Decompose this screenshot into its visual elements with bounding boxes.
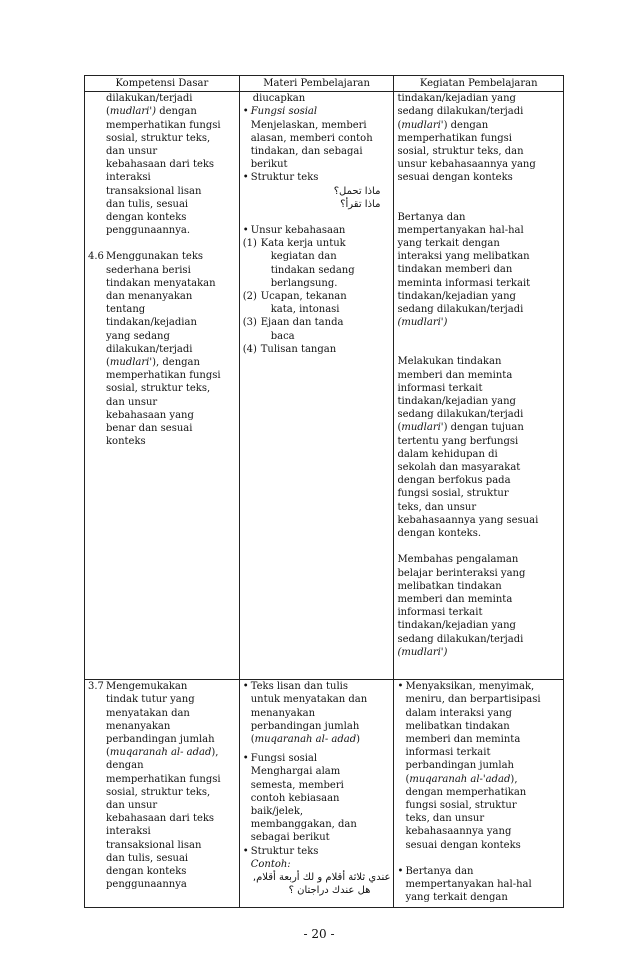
- kegiatan-cell: [394, 680, 564, 908]
- text-line: Unsur kebahasaan: [250, 225, 346, 237]
- spacer: [397, 185, 560, 211]
- text-line: fungsi sosial, struktur: [405, 800, 517, 812]
- text-line: perbandingan jumlah: [106, 734, 215, 746]
- arabic-example: ماذا تحمل؟: [333, 185, 381, 197]
- text-line: benar dan sesuai: [106, 423, 193, 435]
- text-line: transaksional lisan: [106, 839, 202, 851]
- table-header-row: [85, 76, 564, 92]
- text-line: Ejaan dan tanda: [260, 317, 344, 329]
- text-line: dan unsur: [106, 146, 158, 158]
- materi-cell: [239, 680, 394, 908]
- text-line: (muqaranah al- adad): [250, 734, 361, 746]
- kd-4-6-text: [106, 250, 221, 448]
- text-line: (mudlari'), dengan: [106, 357, 200, 369]
- bullet-teks-lisan: [243, 680, 391, 746]
- text-line: Ucapan, tekanan: [260, 291, 347, 303]
- text-line: penggunaannya: [106, 879, 187, 891]
- kd-3-7-text: [106, 680, 221, 891]
- text-line: tindak tutur yang: [106, 694, 195, 706]
- text-line: dengan konteks.: [397, 528, 482, 540]
- text-line: dalam kehidupan di: [397, 448, 498, 460]
- bullet-icon: •: [242, 753, 249, 765]
- text-line: Melakukan tindakan: [397, 356, 502, 368]
- kd-number: 3.7: [88, 681, 104, 693]
- bullet-icon: •: [397, 681, 404, 693]
- text-line: menyatakan dan: [106, 707, 190, 719]
- text-line: tentang: [106, 304, 146, 316]
- text-line: informasi terkait: [397, 607, 483, 619]
- text-line: Kata kerja untuk: [260, 238, 346, 250]
- kegiatan-paragraph: [397, 92, 560, 184]
- header-kompetensi-dasar: Kompetensi Dasar: [85, 76, 240, 92]
- text-line: tindakan/kejadian yang: [397, 396, 516, 408]
- text-line: Membahas pengalaman: [397, 554, 519, 566]
- text-line: mempertanyakan hal-hal: [405, 879, 532, 891]
- text-line: interaksi: [106, 826, 151, 838]
- text-line: memberi dan meminta: [405, 734, 521, 746]
- text-line: Fungsi sosial: [250, 753, 318, 765]
- bullet-fungsi-sosial: [243, 752, 391, 844]
- bullet-icon: •: [242, 225, 249, 237]
- text-line: dengan konteks: [106, 212, 187, 224]
- text-line: (mudlari') dengan: [106, 106, 197, 118]
- kd-4-6: [88, 250, 236, 448]
- text-line: (muqaranah al-'adad),: [405, 773, 518, 785]
- bullet-struktur-teks: [243, 171, 391, 184]
- text-line: Menghargai alam: [250, 766, 341, 778]
- text-line: belajar berinteraksi yang: [397, 567, 526, 579]
- text-line: unsur kebahasaannya yang: [397, 159, 536, 171]
- text-line: kebahasaannya yang: [405, 826, 512, 838]
- text-line: menanyakan: [106, 720, 171, 732]
- text-line: diucapkan: [252, 93, 306, 105]
- text-line: memperhatikan fungsi: [106, 370, 221, 382]
- arabic-example: ماذا تقرأ؟: [340, 198, 381, 210]
- text-line: kebahasaan dari teks: [106, 159, 215, 171]
- text-line: kebahasaan dari teks: [106, 813, 215, 825]
- text-line: yang terkait dengan: [397, 238, 500, 250]
- bullet-icon: •: [242, 845, 249, 857]
- text-line: sosial, struktur teks,: [106, 786, 211, 798]
- text-line: mempertanyakan hal-hal: [397, 224, 524, 236]
- arabic-example: هل عندك دراجتان ؟: [288, 885, 371, 897]
- bullet-menyaksikan: [397, 680, 560, 852]
- text-line: perbandingan jumlah: [250, 720, 360, 732]
- spacer: [397, 540, 560, 553]
- text-line: dengan konteks: [106, 866, 187, 878]
- bullet-icon: •: [242, 681, 249, 693]
- italic-term: mudlari': [401, 422, 444, 434]
- list-number: (2): [242, 291, 257, 303]
- text-line: Fungsi sosial: [250, 106, 318, 118]
- list-item: [243, 316, 391, 342]
- kegiatan-paragraph: [397, 553, 560, 659]
- table-row: [85, 680, 564, 908]
- text-line: Struktur teks: [250, 172, 319, 184]
- text-line: tindakan sedang: [270, 264, 355, 276]
- text-line: sosial, struktur teks,: [106, 383, 211, 395]
- kd-cell: [85, 92, 240, 680]
- italic-term: muqaranah al- adad: [254, 734, 357, 746]
- list-number: (1): [242, 238, 257, 250]
- italic-term: muqaranah al- adad: [109, 747, 212, 759]
- materi-cell: [239, 92, 394, 680]
- text-line: interaksi: [106, 172, 151, 184]
- list-item: [243, 343, 391, 356]
- text-line: (muqaranah al- adad),: [106, 747, 219, 759]
- spacer: [397, 852, 560, 865]
- bullet-struktur-teks: [243, 845, 391, 871]
- kd-number: 4.6: [88, 251, 104, 263]
- text-line: informasi terkait: [405, 747, 491, 759]
- text-line: dengan: [106, 760, 144, 772]
- text-line: interaksi yang melibatkan: [397, 251, 530, 263]
- text-line: meminta informasi terkait: [397, 277, 531, 289]
- bullet-fungsi-sosial: [243, 105, 391, 171]
- kd-3-7: [88, 680, 236, 891]
- header-materi-pembelajaran: Materi Pembelajaran: [239, 76, 394, 92]
- text-line: tindakan memberi dan: [397, 264, 513, 276]
- italic-term: mudlari': [109, 357, 153, 369]
- text-line: berlangsung.: [270, 277, 338, 289]
- text-line: yang terkait dengan: [405, 892, 508, 904]
- text-line: Teks lisan dan tulis: [250, 681, 348, 693]
- text-line: melibatkan tindakan: [397, 580, 502, 592]
- text-line: teks, dan unsur: [397, 501, 477, 513]
- italic-term: mudlari': [401, 119, 444, 131]
- text-line: dilakukan/terjadi: [106, 343, 193, 355]
- list-item: [243, 290, 391, 316]
- bullet-icon: •: [397, 865, 404, 877]
- text-line: fungsi sosial, struktur: [397, 488, 509, 500]
- text-line: memberi dan meminta: [397, 593, 513, 605]
- curriculum-table: [84, 75, 564, 908]
- text-line: tindakan/kejadian yang: [397, 93, 516, 105]
- kd-cell: [85, 680, 240, 908]
- text-line: melibatkan tindakan: [405, 720, 510, 732]
- text-line: sederhana berisi: [106, 264, 191, 276]
- kegiatan-cell: [394, 92, 564, 680]
- text-line: dengan memperhatikan: [405, 786, 527, 798]
- text-line: dan menanyakan: [106, 291, 193, 303]
- text-line: Mengemukakan: [106, 681, 188, 693]
- text-line: kata, intonasi: [270, 304, 340, 316]
- text-line: Tulisan tangan: [260, 343, 337, 355]
- spacer: [88, 237, 236, 250]
- text-line: dalam interaksi yang: [405, 707, 512, 719]
- italic-term: muqaranah al-'adad: [409, 773, 511, 785]
- text-line: untuk menyatakan dan: [250, 694, 368, 706]
- text-line: (mudlari'): [397, 317, 448, 329]
- text-line: sekolah dan masyarakat: [397, 462, 521, 474]
- text-line: sedang dilakukan/terjadi: [397, 633, 524, 645]
- table-row: [85, 92, 564, 680]
- text-line: dilakukan/terjadi: [106, 93, 193, 105]
- text-line: sesuai dengan konteks: [405, 839, 521, 851]
- text-line: sosial, struktur teks,: [106, 132, 211, 144]
- text-line: dan unsur: [106, 800, 158, 812]
- italic-term: mudlari'): [109, 106, 157, 118]
- kd-continuation: [88, 92, 236, 237]
- text-line: dan unsur: [106, 396, 158, 408]
- text-line: Menyaksikan, menyimak,: [405, 681, 535, 693]
- text-line: tertentu yang berfungsi: [397, 435, 519, 447]
- text-line: kebahasaannya yang sesuai: [397, 514, 539, 526]
- text-line: semesta, memberi: [250, 779, 344, 791]
- text-line: dengan berfokus pada: [397, 475, 511, 487]
- text-line: (mudlari'): [397, 646, 448, 658]
- text-line: baik/jelek,: [250, 806, 304, 818]
- text-line: tindakan/kejadian yang: [397, 620, 516, 632]
- kegiatan-paragraph: [397, 355, 560, 540]
- text-line: Bertanya dan: [397, 211, 466, 223]
- text-line: (mudlari') dengan tujuan: [397, 422, 524, 434]
- header-kegiatan-pembelajaran: Kegiatan Pembelajaran: [394, 76, 564, 92]
- text-line: memperhatikan fungsi: [106, 119, 221, 131]
- text-line: sedang dilakukan/terjadi: [397, 304, 524, 316]
- list-item: [243, 237, 391, 290]
- text-line: Menggunakan teks: [106, 251, 204, 263]
- text-line: sebagai berikut: [250, 832, 330, 844]
- kegiatan-paragraph: [397, 211, 560, 330]
- text-line: memperhatikan fungsi: [397, 132, 512, 144]
- text-line: membanggakan, dan: [250, 819, 357, 831]
- text-line: perbandingan jumlah: [405, 760, 514, 772]
- bullet-bertanya: [397, 865, 560, 905]
- text-line: Menjelaskan, memberi: [250, 119, 367, 131]
- text-line: dan tulis, sesuai: [106, 198, 189, 210]
- text-line: transaksional lisan: [106, 185, 202, 197]
- text-line: tindakan, dan sebagai: [250, 146, 363, 158]
- text-line: dan tulis, sesuai: [106, 852, 189, 864]
- text-line: yang sedang: [106, 330, 170, 342]
- text-line: Contoh:: [250, 858, 291, 870]
- text-line: meniru, dan berpartisipasi: [405, 694, 541, 706]
- spacer: [397, 329, 560, 355]
- text-line: (mudlari') dengan: [397, 119, 489, 131]
- arabic-example: عندي ثلاثة أقلام و لك أربعة أقلام,: [252, 872, 391, 884]
- text-line: memberi dan meminta: [397, 369, 513, 381]
- text-line: sedang dilakukan/terjadi: [397, 106, 524, 118]
- spacer: [243, 211, 391, 224]
- text-line: kebahasaan yang: [106, 409, 194, 421]
- text-line: sesuai dengan konteks: [397, 172, 513, 184]
- text-line: memperhatikan fungsi: [106, 773, 221, 785]
- text-line: Struktur teks: [250, 845, 319, 857]
- text-line: informasi terkait: [397, 382, 483, 394]
- text-line: konteks: [106, 436, 146, 448]
- text-line: penggunaannya.: [106, 225, 191, 237]
- text-line: sedang dilakukan/terjadi: [397, 409, 524, 421]
- text-line: tindakan menyatakan: [106, 277, 216, 289]
- text-line: contoh kebiasaan: [250, 792, 340, 804]
- list-number: (3): [242, 317, 257, 329]
- text-line: tindakan/kejadian: [106, 317, 197, 329]
- list-number: (4): [242, 343, 257, 355]
- bullet-icon: •: [242, 172, 249, 184]
- text-line: baca: [270, 330, 295, 342]
- text-line: teks, dan unsur: [405, 813, 485, 825]
- text-line: alasan, memberi contoh: [250, 132, 373, 144]
- text-line: berikut: [250, 159, 288, 171]
- bullet-unsur-kebahasaan: [243, 224, 391, 237]
- bullet-icon: •: [242, 106, 249, 118]
- text-line: tindakan/kejadian yang: [397, 290, 516, 302]
- text-line: sosial, struktur teks, dan: [397, 146, 524, 158]
- page-number: - 20 -: [303, 927, 335, 941]
- text-line: Bertanya dan: [405, 865, 474, 877]
- text-line: kegiatan dan: [270, 251, 337, 263]
- text-line: menanyakan: [250, 707, 316, 719]
